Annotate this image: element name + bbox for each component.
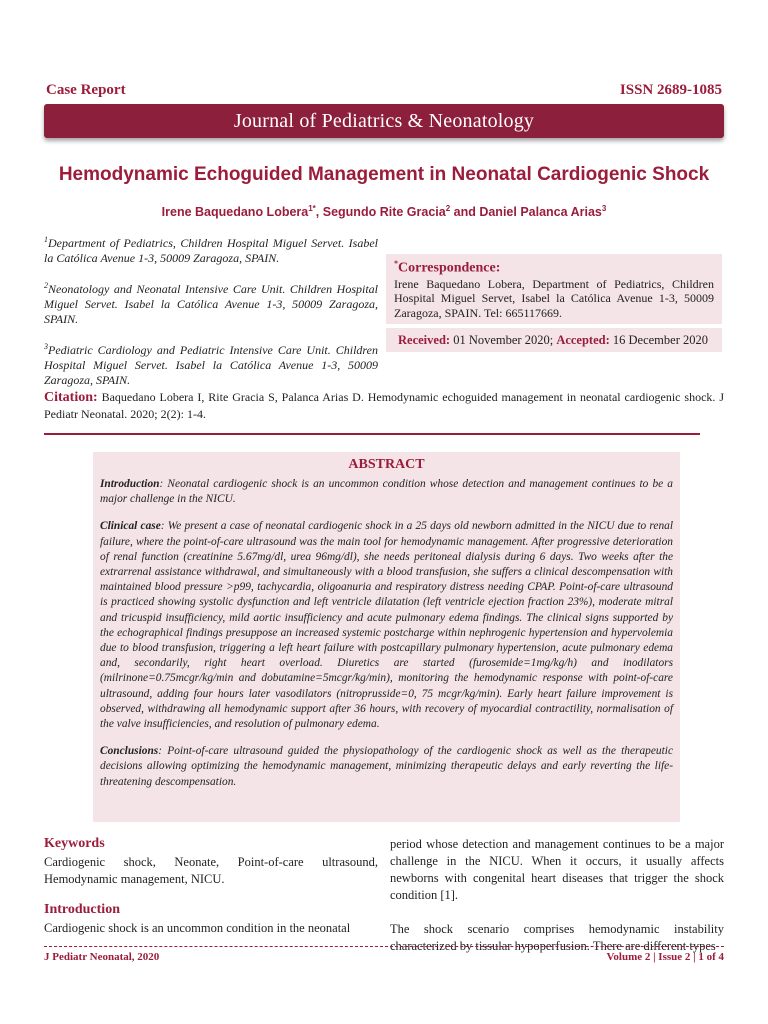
affiliation-sup: 3 <box>44 342 48 351</box>
affiliation <box>44 232 378 266</box>
top-meta <box>46 82 722 102</box>
author-separator: and <box>450 205 480 220</box>
correspondence-box <box>386 254 722 324</box>
correspondence-sup: * <box>394 259 398 268</box>
abstract-text: : We present a case of neonatal cardiogenic shock in a 25 days old newborn admitted in the NICU due to renal failure, where the point-of-care ultrasound was the main tool for hemodynamic management. After progressive deterioration of renal function (creatinine 5.67mg/dl, urea 96mg/dl), she needs peritoneal dialysis during 6 days. Two weeks after the extrarrenal assistance withdrawal, and simultaneously with a blood transfusion, she suffers a clinical descompensation with maintained blood pressure >p99, tachycardia, oligoanuria and respiratory distress needing CPAP. Point-of-care ultrasound is practiced showing systolic dysfunction and left ventricle dilatation (left ventricle ejection fraction 23%), moderate mitral and tricuspid insufficiency, mild aortic insufficiency and acute pulmonary edema findings. The clinical signs supported by the echographical findings presuppose an increased systemic postcharge within nephrogenic hypertension and hypervolemia due to blood transfusion, triggering a left heart failure with postcapillary pulmonary hypertension, acute pulmonary edema and, secondarily, right heart overload. Diuretics are started (furosemide=1mg/kg/h) and inodilators (milrinone=0.75mcgr/kg/min and dobutamine=5mcgr/kg/min), monitoring the hemodynamic response with point-of-care ultrasound, adding four hours later vasodilators (nitroprusside=0, 75 mcgr/kg/min). Early heart failure improvement is observed, withdrawing all hemodynamic support after 36 hours, with recovery of myocardial contractility, normalisation of the valve insufficiencies, and resolution of pulmonary edema. <box>100 520 673 731</box>
author-sup: 2 <box>445 204 451 213</box>
citation-text: Baquedano Lobera I, Rite Gracia S, Palanca Arias D. Hemodynamic echoguided management in neonatal cardiogenic shock. J Pediatr Neonatal. 2020; 2(2): 1-4. <box>44 390 725 421</box>
introduction-heading: Introduction <box>44 902 120 917</box>
author-list <box>40 204 728 219</box>
abstract-label: Introduction <box>100 478 160 490</box>
body-paragraph: period whose detection and management continues to be a major challenge in the NICU. When it occurs, it usually affects newborns with congenital heart diseases that trigger the shock condition [1]. <box>390 837 724 902</box>
affiliation-sup: 1 <box>44 235 48 244</box>
affiliation-text: Pediatric Cardiology and Pediatric Intensive Care Unit. Children Hospital Miguel Servet. Isabel la Católica Avenue 1-3, 50009 Zaragoza, SPAIN. <box>44 343 378 387</box>
paper-title: Hemodynamic Echoguided Management in Neonatal Cardiogenic Shock <box>58 164 710 185</box>
author-separator: , <box>315 205 323 220</box>
abstract-clinical-case <box>100 519 673 732</box>
abstract-title: ABSTRACT <box>348 457 425 472</box>
journal-banner <box>44 104 724 138</box>
right-column <box>390 836 724 955</box>
author-sup: 3 <box>601 204 607 213</box>
dates-box <box>386 328 722 352</box>
footer-journal: J Pediatr Neonatal, 2020 <box>44 951 160 963</box>
article-type: Case Report <box>46 82 126 98</box>
correspondence-text: Irene Baquedano Lobera, Department of Pediatrics, Children Hospital Miguel Servet, Isabel la Católica Avenue 1-3, 50009 Zaragoza, SPAIN. Tel: 665117669. <box>394 276 714 320</box>
issn: ISSN 2689-1085 <box>619 82 722 98</box>
correspondence-label: Correspondence: <box>398 260 501 276</box>
dates-separator: ; <box>549 332 554 347</box>
section-divider <box>44 433 700 435</box>
affiliation-text: Department of Pediatrics, Children Hospital Miguel Servet. Isabel la Católica Avenue 1-3, 50009 Zaragoza, SPAIN. <box>44 236 378 265</box>
author-name: Segundo Rite Gracia <box>322 205 446 220</box>
body-paragraph: The shock scenario comprises hemodynamic instability characterized by tissular hypoperfusion. There are different types <box>390 922 724 953</box>
correspondence-title <box>394 259 714 277</box>
affiliation-text: Neonatology and Neonatal Intensive Care Unit. Children Hospital Miguel Servet. Isabel la Católica Avenue 1-3, 50009 Zaragoza, SPAIN. <box>44 282 378 326</box>
abstract-text: : Point-of-care ultrasound guided the physiopathology of the cardiogenic shock as well as the therapeutic decisions allowing optimizing the hemodynamic management, minimizing therapeutic delays and early reverting the life-threatening descompensation. <box>100 745 673 788</box>
author-name: Irene Baquedano Lobera <box>161 205 309 220</box>
keywords-heading: Keywords <box>44 836 105 851</box>
affiliation-sup: 2 <box>44 281 48 290</box>
abstract-text: : Neonatal cardiogenic shock is an uncommon condition whose detection and management continues to be a major challenge in the NICU. <box>100 478 673 506</box>
received-date: 01 November 2020 <box>453 332 550 347</box>
received-label: Received: <box>398 332 451 347</box>
accepted-label: Accepted: <box>556 332 610 347</box>
left-column <box>44 836 378 937</box>
introduction-text: Cardiogenic shock is an uncommon condition in the neonatal <box>44 921 351 935</box>
abstract-label: Conclusions <box>100 745 159 758</box>
footer-divider <box>44 946 724 947</box>
citation-label: Citation: <box>44 390 98 405</box>
footer-volume: Volume 2 | Issue 2 | 1 of 4 <box>606 951 724 963</box>
abstract-box <box>93 452 680 822</box>
journal-name: Journal of Pediatrics & Neonatology <box>233 109 535 132</box>
abstract-introduction <box>100 477 673 507</box>
abstract-label: Clinical case <box>100 520 161 533</box>
affiliation <box>44 339 378 388</box>
author-name: Daniel Palanca Arias <box>479 205 602 220</box>
abstract-conclusions <box>100 744 673 790</box>
citation <box>44 389 724 422</box>
affiliation <box>44 278 378 327</box>
affiliations <box>44 232 378 400</box>
author-sup: 1* <box>308 204 316 213</box>
keywords-text: Cardiogenic shock, Neonate, Point-of-care ultrasound, Hemodynamic management, NICU. <box>44 855 378 886</box>
accepted-date: 16 December 2020 <box>612 332 708 347</box>
